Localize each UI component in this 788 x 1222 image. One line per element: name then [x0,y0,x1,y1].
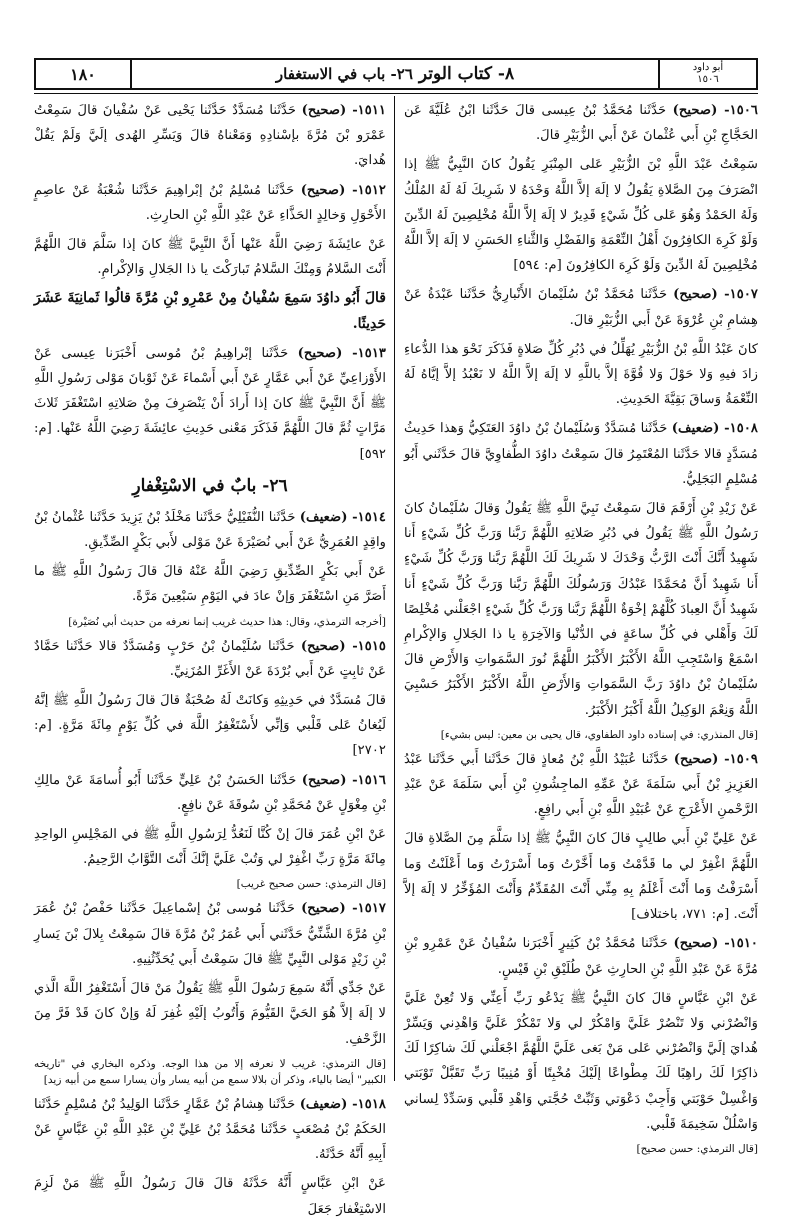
paragraph-text: عَنْ عَلِيِّ بْنِ أَبي طالِبٍ قالَ كانَ النَّبِيُّ ﷺ إذا سَلَّمَ مِنَ الصَّلاةِ قالَ اللَّهُمَّ اغْفِرْ لي ما قَدَّمْتُ وَما أَخَّرْتُ وَما أَسْرَرْتُ وَما أَعْلَنْتُ وَما أَسْرَفْتُ وَما أَنْتَ أَعْلَمُ بِهِ مِنِّي أَنْتَ المُقَدِّمُ وَأَنْتَ المُؤَخِّرُ لا إلَهَ إلاَّ أَنْتَ. [م: ٧٧١، باختلاف] [404,831,758,923]
paragraph-text: حَدَّثَنا عُبَيْدُ اللَّهِ بْنُ مُعاذٍ قالَ حَدَّثَنا أَبي حَدَّثَنا عَبْدُ العَزِيزِ بْنُ أَبي سَلَمَةَ عَنْ عَمِّهِ الماجِشُونِ بْنِ أَبي سَلَمَةَ عَنْ عَبْدِ الرَّحْمنِ الأَعْرَجِ عَنْ عُبَيْدِ اللَّهِ بْنِ أَبي رافِعٍ. [404,751,758,818]
hadith-isnad [34,768,386,818]
hadith-isnad [404,282,758,332]
paragraph-text: حَدَّثَنا مُسَدَّدٌ حَدَّثَنا يَحْيى عَنْ سُفْيانَ قالَ سَمِعْتُ عَمْرَو بْنَ مُرَّةَ بإسْنادِهِ وَمَعْناهُ قالَ وَيَسِّرِ الهُدى إلَيَّ وَلَمْ يَقُلْ هُدايَ. [34,103,386,169]
column-divider [394,96,395,1081]
book-title: ٨- كتاب الوتر [418,64,515,84]
hadith-number: ١٥٠٦- (صحيح) [672,103,758,118]
hadith-text [34,232,386,282]
hadith-isnad [34,896,386,972]
paragraph-text: حَدَّثَنا هِشامُ بْنُ عَمَّارٍ حَدَّثَنا الوَلِيدُ بْنُ مُسْلِمٍ حَدَّثَنا الحَكَمُ بْنُ مُصْعَبٍ حَدَّثَنا مُحَمَّدُ بْنُ عَلِيِّ بْنِ عَبْدِ اللَّهِ بْنِ عَبَّاسٍ عَنْ أَبِيهِ أَنَّهُ حَدَّثَهُ. [34,1096,386,1163]
hadith-number: ١٥٠٩- (صحيح) [673,751,758,767]
left-column [34,98,387,1217]
right-column [404,98,759,1155]
hadith-number: ١٥١٦- (صحيح) [301,772,387,788]
hadith-text [404,152,758,278]
footnote: [قال الترمذي: حسن صحيح غريب] [236,878,386,891]
hadith-isnad [34,178,386,228]
hadith-text [34,1171,386,1221]
hadith-number: ١٥٠٨- (ضعيف) [671,421,758,437]
paragraph-text: كانَ عَبْدُ اللَّهِ بْنُ الزُّبَيْرِ يُهَلِّلُ في دُبُرِ كُلِّ صَلاةٍ فَذَكَرَ نَحْوَ هذا الدُّعاءِ زادَ فيهِ وَلا حَوْلَ وَلا قُوَّةَ إلاَّ باللَّهِ لا إلَهَ إلاَّ اللَّهُ لا نَعْبُدُ إلاَّ إيَّاهُ لَهُ النِّعْمَةُ وَساقَ بَقِيَّةَ الحَدِيثِ. [404,341,758,408]
header-side-bottom: ١٥٠٦ [697,74,719,85]
paragraph-text: حَدَّثَنا مُحَمَّدُ بْنُ عِيسى قالَ حَدَّثَنا ابْنُ عُلَيَّةَ عَن الحَجَّاجِ بْنِ أَبي عُثْمانَ عَنْ أَبي الزُّبَيْرِ قالَ. [404,103,758,144]
hadith-isnad [34,98,386,174]
hadith-number: ١٥١٧- (صحيح) [301,901,386,917]
paragraph-text: عَنْ عائِشَةَ رَضِيَ اللَّهُ عَنْها أَنَّ النَّبِيَّ ﷺ كانَ إذا سَلَّمَ قالَ اللَّهُمَّ أَنْتَ السَّلامُ وَمِنْكَ السَّلامُ تَبارَكْتَ يا ذا الجَلالِ وَالإكْرامِ. [34,237,386,278]
header-title [132,60,658,88]
hadith-isnad [34,1092,386,1168]
author-remark: قالَ أَبُو داوُدَ سَمِعَ سُفْيانُ مِنْ عَمْرِو بْنِ مُرَّةَ قالُوا ثَمانِيَةَ عَشَرَ حَدِيثًا. [34,290,386,332]
hadith-isnad [404,98,758,148]
footnote: [أخرجه الترمذي، وقال: هذا حديث غريب إنما نعرفه من حديث أبي نُصَيْرة] [68,615,386,628]
hadith-number: ١٥١٥- (صحيح) [300,638,387,654]
hadith-text [34,688,386,764]
hadith-number: ١٥١١- (صحيح) [301,103,387,118]
hadith-isnad [34,505,386,555]
paragraph-text: حَدَّثَنا مُحَمَّدُ بْنُ سُلَيْمانَ الأَنْبارِيُّ حَدَّثَنا عَبْدَةُ عَنْ هِشامِ بْنِ عُرْوَةَ عَنْ أَبي الزُّبَيْرِ قالَ. [404,287,758,328]
footnote: [قال الترمذي: غريب لا نعرفه إلا من هذا الوجه. وذكره البخاري في "تاريخه الكبير" أيضا بالياء، وذكر أن بلالا سمع من أبيه يسار وأن يسارا سمع من أبيه زيد] [34,1057,386,1086]
hadith-number: ١٥١٨- (ضعيف) [299,1096,387,1112]
header-rule [34,93,758,94]
paragraph-text: عَنْ جَدِّي أَنَّهُ سَمِعَ رَسُولَ اللَّهِ ﷺ يَقُولُ مَنْ قالَ أَسْتَغْفِرُ اللَّهَ الَّذي لا إلَهَ إلاَّ هُوَ الحَيَّ القَيُّومَ وَأَتُوبُ إلَيْهِ غُفِرَ لَهُ وَإنْ كانَ قَدْ فَرَّ مِنَ الزَّحْفِ. [34,981,386,1047]
hadith-text [34,559,386,609]
paragraph-text: حَدَّثَنا إبْراهِيمُ بْنُ مُوسى أَخْبَرَنا عِيسى عَنْ الأَوْزاعِيِّ عَنْ أَبي عَمَّارٍ عَنْ أَبي أَسْماءَ عَنْ ثَوْبانَ مَوْلى رَسُولِ اللَّهِ ﷺ أَنَّ النَّبِيَّ ﷺ كانَ إذا أَرادَ أَنْ يَنْصَرِفَ مِنْ صَلاتِهِ اسْتَغْفَرَ ثَلاثَ مَرَّاتٍ ثُمَّ قالَ اللَّهُمَّ فَذَكَرَ مَعْنى حَدِيثِ عائِشَةَ رَضِيَ اللَّهُ عَنْها. [م: ٥٩٢] [34,345,386,462]
paragraph-text: عَنْ زَيْدِ بْنِ أَرْقَمَ قالَ سَمِعْتُ نَبِيَّ اللَّهِ ﷺ يَقُولُ وَقالَ سُلَيْمانُ كانَ رَسُولُ اللَّهِ ﷺ يَقُولُ في دُبُرِ صَلاتِهِ اللَّهُمَّ رَبَّنا وَرَبَّ كُلِّ شَيْءٍ أَنا شَهِيدٌ أَنَّكَ أَنْتَ الرَّبُّ وَحْدَكَ لا شَرِيكَ لَكَ اللَّهُمَّ رَبَّنا وَرَبَّ كُلِّ شَيْءٍ أَنا شَهِيدٌ أَنَّ مُحَمَّدًا عَبْدُكَ وَرَسُولُكَ اللَّهُمَّ رَبَّنا وَرَبَّ كُلِّ شَيْءٍ أَنا شَهِيدٌ أَنَّ العِبادَ كُلَّهُمْ إخْوَةٌ اللَّهُمَّ رَبَّنا وَرَبَّ كُلِّ شَيْءٍ اجْعَلْني مُخْلِصًا لَكَ وَأَهْلي في كُلِّ ساعَةٍ في الدُّنْيا وَالآخِرَةِ يا ذا الجَلالِ وَالإكْرامِ اسْمَعْ وَاسْتَجِبِ اللَّهُ الأَكْبَرُ الأَكْبَرُ اللَّهُمَّ نُورَ السَّمَواتِ وَالأَرْضِ قالَ سُلَيْمانُ بْنُ داوُدَ رَبَّ السَّمَواتِ وَالأَرْضِ اللَّهُ الأَكْبَرُ الأَكْبَرُ حَسْبِيَ اللَّهُ وَنِعْمَ الوَكِيلُ اللَّهُ أَكْبَرُ الأَكْبَرُ. [404,501,758,718]
footnote: [قال المنذري: في إسناده داود الطفاوي، قال يحيى بن معين: ليس بشيء] [440,728,758,741]
hadith-isnad [404,416,758,492]
paragraph-text: حَدَّثَنا سُلَيْمانُ بْنُ حَرْبٍ وَمُسَدَّدٌ قالا حَدَّثَنا حَمَّادٌ عَنْ ثابِتٍ عَنْ أَبي بُرْدَةَ عَنْ الأَغَرِّ المُزَنِيِّ. [34,638,386,679]
paragraph-text: عَنْ ابْنِ عُمَرَ قالَ إنْ كُنَّا لَنَعُدُّ لِرَسُولِ اللَّهِ ﷺ في المَجْلِسِ الواحِدِ مِائَةَ مَرَّةٍ رَبِّ اغْفِرْ لي وَتُبْ عَلَيَّ إنَّكَ أَنْتَ التَّوَّابُ الرَّحِيمُ. [34,827,386,868]
hadith-number: ١٥٠٧- (صحيح) [673,287,758,303]
paragraph-text: حَدَّثَنا النُّفَيْلِيُّ حَدَّثَنا مَخْلَدُ بْنُ يَزِيدَ حَدَّثَنا عُثْمانُ بْنُ واقِدٍ العُمَرِيُّ عَنْ أَبي نُصَيْرَةَ عَنْ مَوْلى لأَبي بَكْرٍ الصِّدِّيقِ. [34,509,386,551]
paragraph-text: حَدَّثَنا مُسْلِمُ بْنُ إبْراهِيمَ حَدَّثَنا شُعْبَةُ عَنْ عاصِمٍ الأَحْوَلِ وَخالِدٍ الحَذَّاءِ عَنْ عَبْدِ اللَّهِ بْنِ الحارِثِ. [34,182,386,223]
hadith-number: ١٥١٢- (صحيح) [300,182,386,198]
chapter-heading: ٢٦- بابٌ في الاسْتِغْفارِ [132,475,288,496]
hadith-number: ١٥١٠- (صحيح) [673,936,759,952]
hadith-text [404,986,758,1137]
header-side-top: أبو داود [692,62,724,73]
page-number: ١٨٠ [36,60,132,88]
hadith-isnad [34,634,386,684]
header-side-box [658,60,756,88]
paragraph-text: حَدَّثَنا مُحَمَّدُ بْنُ كَثِيرٍ أَخْبَرَنا سُفْيانُ عَنْ عَمْرِو بْنِ مُرَّةَ عَنْ عَبْدِ اللَّهِ بْنِ الحارِثِ عَنْ طُلَيْقِ بْنِ قَيْسٍ. [404,936,758,977]
hadith-isnad [404,931,758,981]
hadith-isnad [404,747,758,823]
hadith-text [404,337,758,413]
chapter-title: ٢٦- باب في الاستغفار [275,65,413,83]
hadith-isnad [34,341,386,467]
paragraph-text: عَنْ ابْنِ عَبَّاسٍ قالَ كانَ النَّبِيُّ ﷺ يَدْعُو رَبِّ أَعِنِّي وَلا تُعِنْ عَلَيَّ وَانْصُرْني وَلا تَنْصُرْ عَلَيَّ وَامْكُرْ لي وَلا تَمْكُرْ عَلَيَّ وَاهْدِني وَيَسِّرْ هُدايَ إلَيَّ وَانْصُرْني عَلى مَنْ بَغى عَلَيَّ اللَّهُمَّ اجْعَلْني لَكَ شاكِرًا لَكَ ذاكِرًا لَكَ راهِبًا لَكَ مِطْواعًا إلَيْكَ مُخْبِتًا أَوْ مُنِيبًا رَبِّ تَقَبَّلْ تَوْبَتي وَاغْسِلْ حَوْبَتي وَأَجِبْ دَعْوَتي وَثَبِّتْ حُجَّتي وَاهْدِ قَلْبي وَسَدِّدْ لِساني وَاسْلُلْ سَخِيمَةَ قَلْبي. [404,990,758,1132]
paragraph-text: عَنْ ابْنِ عَبَّاسٍ أَنَّهُ حَدَّثَهُ قالَ قالَ رَسُولُ اللَّهِ ﷺ مَنْ لَزِمَ الاسْتِغْفارَ جَعَلَ [34,1176,386,1217]
hadith-text [34,976,386,1052]
paragraph-text: سَمِعْتُ عَبْدَ اللَّهِ بْنَ الزُّبَيْرِ عَلى المِنْبَرِ يَقُولُ كانَ النَّبِيُّ ﷺ إذا انْصَرَفَ مِنَ الصَّلاةِ يَقُولُ لا إلَهَ إلاَّ اللَّهُ وَحْدَهُ لا شَرِيكَ لَهُ لَهُ المُلْكُ وَلَهُ الحَمْدُ وَهُوَ عَلى كُلِّ شَيْءٍ قَدِيرٌ لا إلَهَ إلاَّ اللَّهُ مُخْلِصِينَ لَهُ الدِّينَ وَلَوْ كَرِهَ الكافِرُونَ أَهْلُ النِّعْمَةِ وَالفَضْلِ وَالثَّناءِ الحَسَنِ لا إلَهَ إلاَّ اللَّهُ مُخْلِصِينَ لَهُ الدِّينَ وَلَوْ كَرِهَ الكافِرُونَ [م: ٥٩٤] [404,157,758,274]
paragraph-text: حَدَّثَنا مُوسى بْنُ إسْماعِيلَ حَدَّثَنا حَفْصُ بْنُ عُمَرَ بْنِ مُرَّةَ الشَّنِّيُّ حَدَّثَني أَبي عُمَرُ بْنُ مُرَّةَ قالَ سَمِعْتُ بِلالَ بْنَ يَسارِ بْنِ زَيْدٍ مَوْلى النَّبِيِّ ﷺ قالَ سَمِعْتُ أَبي يُحَدِّثُنِيهِ. [34,901,386,967]
hadith-number: ١٥١٣- (صحيح) [297,345,386,361]
footnote: [قال الترمذي: حسن صحيح] [636,1142,758,1155]
paragraph-text: حَدَّثَنا مُسَدَّدٌ وَسُلَيْمانُ بْنُ داوُدَ العَتَكِيُّ وَهذا حَدِيثُ مُسَدَّدٍ قالا حَدَّثَنا المُعْتَمِرُ قالَ سَمِعْتُ داوُدَ الطُّفاوِيَّ قالَ حَدَّثَني أَبُو مُسْلِمٍ البَجَلِيُّ. [404,421,758,487]
paragraph-text: حَدَّثَنا الحَسَنُ بْنُ عَلِيٍّ حَدَّثَنا أَبُو أُسامَةَ عَنْ مالِكِ بْنِ مِغْوَلٍ عَنْ مُحَمَّدِ بْنِ سُوقَةَ عَنْ نافِعٍ. [34,772,386,813]
hadith-text [404,496,758,723]
hadith-number: ١٥١٤- (ضعيف) [299,509,387,525]
hadith-text [404,826,758,927]
hadith-text [34,822,386,872]
running-header [34,58,758,90]
paragraph-text: عَنْ أَبي بَكْرٍ الصِّدِّيقِ رَضِيَ اللَّهُ عَنْهُ قالَ قالَ رَسُولُ اللَّهِ ﷺ ما أَصَرَّ مَنِ اسْتَغْفَرَ وَإنْ عادَ في اليَوْمِ سَبْعِينَ مَرَّةً. [34,564,386,605]
paragraph-text: قالَ مُسَدَّدٌ في حَدِيثِهِ وَكانَتْ لَهُ صُحْبَةٌ قالَ قالَ رَسُولُ اللَّهِ ﷺ إنَّهُ لَيُغانُ عَلى قَلْبي وَإنِّي لأَسْتَغْفِرُ اللَّهَ في كُلِّ يَوْمٍ مِائَةَ مَرَّةٍ. [م: ٢٧٠٢] [34,693,386,759]
